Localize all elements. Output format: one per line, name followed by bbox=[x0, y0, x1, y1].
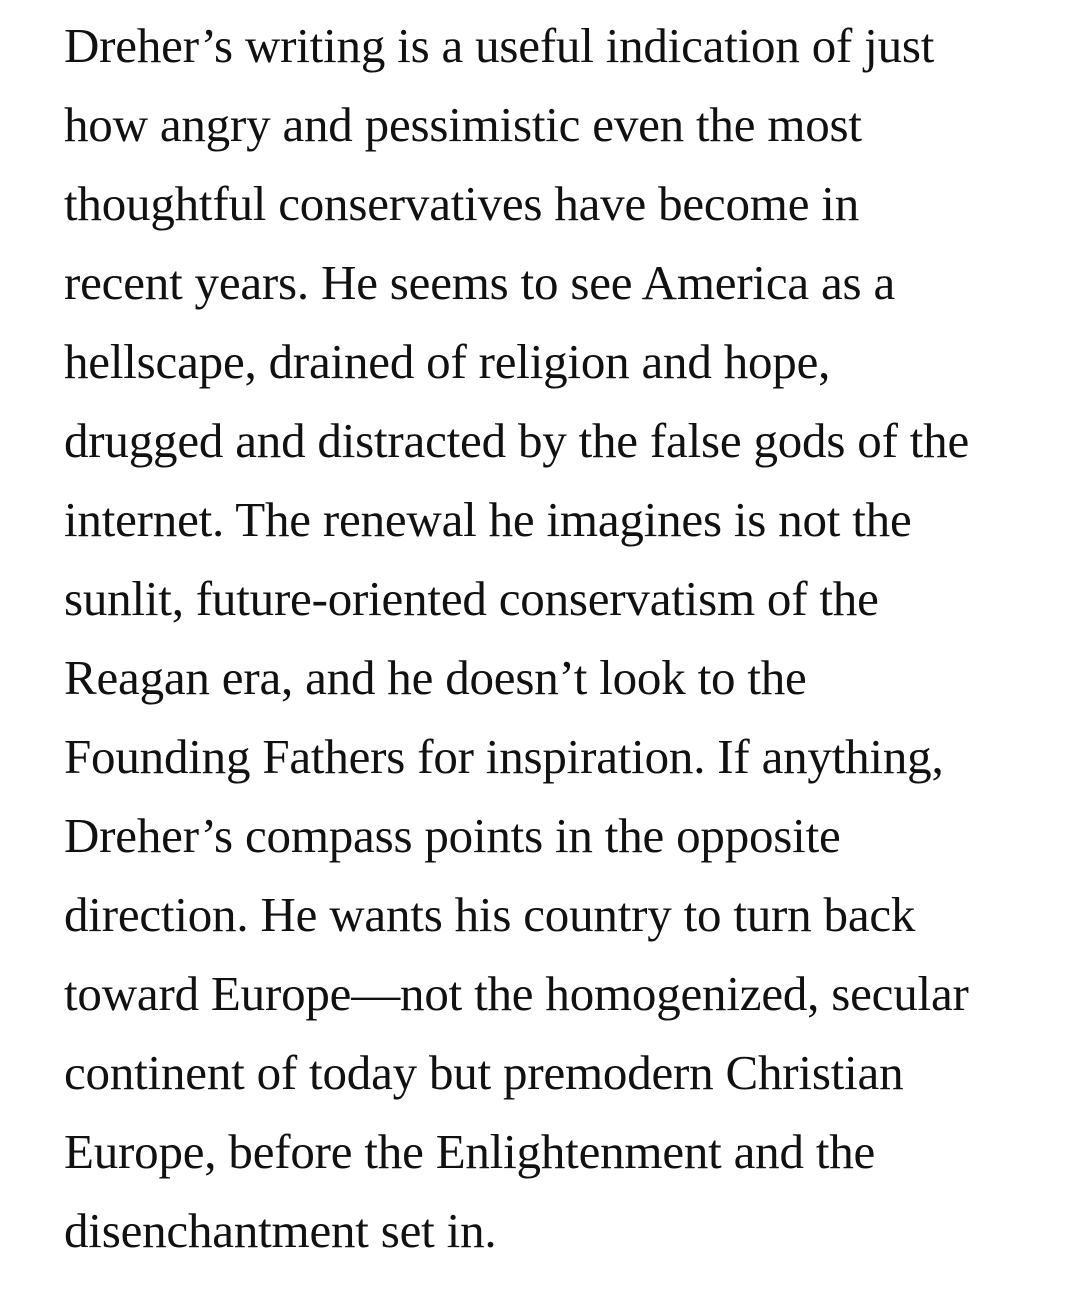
paragraph-line: Dreher’s compass points in the opposite bbox=[64, 808, 841, 863]
paragraph-line: disenchantment set in. bbox=[64, 1203, 497, 1258]
paragraph-line: internet. The renewal he imagines is not the bbox=[64, 492, 912, 547]
paragraph-line: drugged and distracted by the false gods of the bbox=[64, 413, 969, 468]
paragraph-line: continent of today but premodern Christian bbox=[64, 1045, 904, 1100]
paragraph-line: recent years. He seems to see America as a bbox=[64, 255, 896, 310]
paragraph-line: Europe, before the Enlightenment and the bbox=[64, 1124, 876, 1179]
paragraph-line: sunlit, future-oriented conservatism of the bbox=[64, 571, 879, 626]
paragraph-line: how angry and pessimistic even the most bbox=[64, 97, 862, 152]
paragraph-line: direction. He wants his country to turn back bbox=[64, 887, 916, 942]
paragraph-line: Reagan era, and he doesn’t look to the bbox=[64, 650, 807, 705]
article-paragraph bbox=[64, 6, 1064, 1270]
paragraph-line: thoughtful conservatives have become in bbox=[64, 176, 860, 231]
paragraph-line: toward Europe—not the homogenized, secular bbox=[64, 966, 969, 1021]
paragraph-line: Dreher’s writing is a useful indication of just bbox=[64, 18, 935, 73]
paragraph-line: hellscape, drained of religion and hope, bbox=[64, 334, 831, 389]
paragraph-line: Founding Fathers for inspiration. If anything, bbox=[64, 729, 944, 784]
